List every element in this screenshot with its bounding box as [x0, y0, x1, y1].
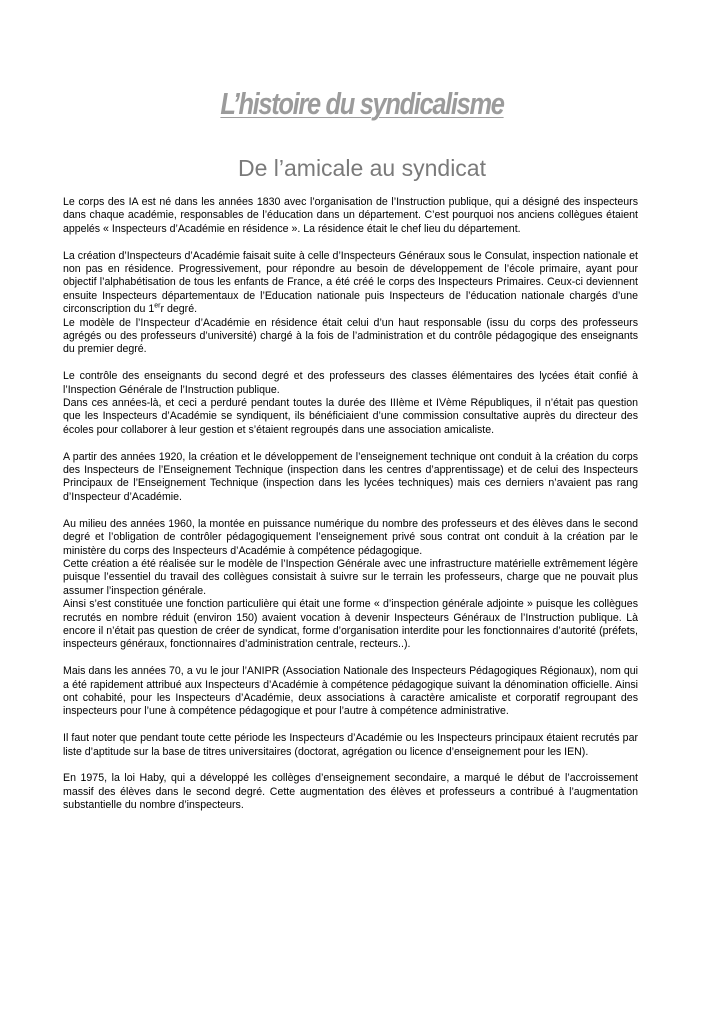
document-title: L’histoire du syndicalisme	[220, 86, 504, 121]
paragraph	[63, 451, 638, 505]
document-body	[63, 196, 638, 826]
document-subtitle: De l’amicale au syndicat	[237, 155, 486, 181]
paragraph-text: Dans ces années-là, et ceci a perduré pendant toutes la durée des IIIème et IVème Républiques, il n’était pas question que les Inspecteurs d’Académie se syndiquent, ils bénéficiaient d’une commission consultative auprès du directeur des écoles pour collaborer à leur gestion et s’étaient regroupés dans une association amicaliste.	[63, 397, 638, 436]
paragraph	[63, 732, 638, 759]
paragraph	[63, 196, 638, 236]
paragraph-text: Mais dans les années 70, a vu le jour l’ANIPR (Association Nationale des Inspecteurs Pédagogiques Régionaux), nom qui a été rapidement attribué aux Inspecteurs d’Académie à compétence pédagogique suivant la dénomination officielle. Ainsi ont cohabité, pour les Inspecteurs d’Académie, deux associations à caractère amicaliste et corporatif regroupant des inspecteurs pour l’une à compétence pédagogique et pour l’autre à compétence administrative.	[63, 665, 638, 718]
paragraph-text: Au milieu des années 1960, la montée en puissance numérique du nombre des professeurs et des élèves dans le second degré et l’obligation de contrôler pédagogiquement l’enseignement privé sous contrat ont conduit à la création par le ministère du corps des Inspecteurs d’Académie à compétence pédagogique.	[63, 517, 638, 557]
paragraph	[63, 772, 638, 812]
paragraph-text: Le contrôle des enseignants du second degré et des professeurs des classes élémentaires des lycées était confié à l’Inspection Générale de l’Instruction publique.	[63, 370, 638, 396]
paragraph	[63, 370, 638, 437]
paragraph	[63, 518, 638, 652]
paragraph-text: Ainsi s’est constituée une fonction particulière qui était une forme « d’inspection générale adjointe » puisque les collègues recrutés en nombre réduit (environ 150) avaient vocation à devenir Inspecteurs Généraux de l’Instruction publique. Là encore il n’était pas question de créer de syndicat, forme d’organisation interdite pour les fonctionnaires d’autorité (préfets, inspecteurs généraux, fonctionnaires d’administration centrale, recteurs..).	[63, 598, 638, 651]
paragraph-text: Il faut noter que pendant toute cette période les Inspecteurs d’Académie ou les Inspecteurs principaux étaient recrutés par liste d’aptitude sur la base de titres universitaires (doctorat, agrégation ou licence d’enseignement pour les IEN).	[63, 732, 638, 758]
paragraph-text: A partir des années 1920, la création et le développement de l’enseignement technique ont conduit à la création du corps des Inspecteurs de l’Enseignement Technique (inspection dans les centres d’apprentissage) et de celui des Inspecteurs Principaux de l’Enseignement Technique (inspection dans les lycées techniques) mais ces derniers n’avaient pas rang d’Inspecteur d’Académie.	[63, 450, 638, 503]
paragraph	[63, 665, 638, 719]
paragraph-text: Cette création a été réalisée sur le modèle de l’Inspection Générale avec une infrastructure matérielle extrêmement légère puisque l’essentiel du travail des collègues consistait à suivre sur le terrain les professeurs, charge que ne pouvait plus assumer l’inspection générale.	[63, 557, 638, 597]
paragraph-text: En 1975, la loi Haby, qui a développé les collèges d’enseignement secondaire, a marqué le début de l’accroissement massif des élèves dans le second degré. Cette augmentation des élèves et professeurs a contribué à l’augmentation substantielle du nombre d’inspecteurs.	[63, 772, 638, 812]
paragraph-text: La création d’Inspecteurs d’Académie faisait suite à celle d’Inspecteurs Généraux sous le Consulat, inspection nationale et non pas en résidence. Progressivement, pour répondre au besoin de développement de l’école primaire, ayant pour objectif l’alphabétisation de tous les enfants de France, a été créé le corps des Inspecteurs Primaires. Ceux-ci deviennent ensuite Inspecteurs départementaux de l’Education nationale puis Inspecteurs de l’éducation nationale chargés d’une circonscription du 1err degré.	[63, 249, 638, 316]
paragraph	[63, 250, 638, 357]
paragraph-text: Le corps des IA est né dans les années 1830 avec l’organisation de l’Instruction publique, qui a désigné des inspecteurs dans chaque académie, responsables de l’éducation dans un département. C’est pourquoi nos anciens collègues étaient appelés « Inspecteurs d’Académie en résidence ». La résidence était le chef lieu du département.	[63, 196, 638, 235]
paragraph-text: Le modèle de l’Inspecteur d’Académie en résidence était celui d’un haut responsable (issu du corps des professeurs agrégés ou des professeurs d’université) chargé à la fois de l’administration et du contrôle pédagogique des enseignants du premier degré.	[63, 316, 638, 356]
